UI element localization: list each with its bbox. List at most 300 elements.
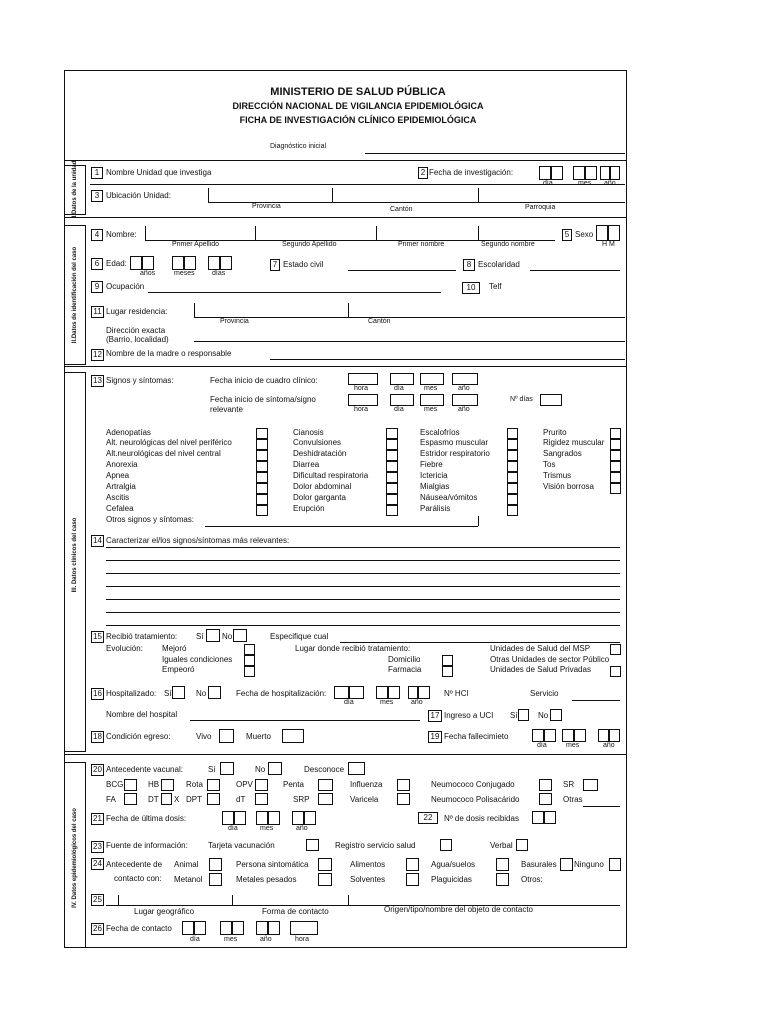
q9-line[interactable] xyxy=(148,292,441,293)
symptom-year-caption: año xyxy=(458,406,470,413)
contact-checkbox[interactable] xyxy=(209,858,222,871)
symptom-checkbox[interactable] xyxy=(507,472,518,483)
lastdose-day-caption: día xyxy=(228,825,238,832)
hosp-year-box-2[interactable] xyxy=(418,686,430,699)
q14-number: 14 xyxy=(91,535,104,547)
onset-day-caption: día xyxy=(394,385,404,392)
q18-label: Condición egreso: xyxy=(106,732,171,741)
q5-number: 5 xyxy=(562,229,572,241)
q16-hospital-line[interactable] xyxy=(190,720,420,721)
other-symptoms-line[interactable] xyxy=(205,526,478,527)
contact-checkbox[interactable] xyxy=(496,858,509,871)
contact-checkbox[interactable] xyxy=(318,873,332,886)
onset-day-box[interactable] xyxy=(390,373,414,385)
q14-line[interactable] xyxy=(106,612,620,613)
symptom-day-box[interactable] xyxy=(390,394,414,406)
q15-evolution-item: Mejoró xyxy=(162,644,187,653)
ndias-label: Nº días xyxy=(510,396,533,403)
hosp-month-box-2[interactable] xyxy=(388,686,400,699)
symptom-checkbox[interactable] xyxy=(386,461,398,472)
q4-ap2-caption: Segundo Apellido xyxy=(282,241,337,248)
symptom-col1-item: Cefalea xyxy=(106,504,134,513)
initial-diagnosis-label: Diagnóstico inicial xyxy=(270,143,327,150)
symptom-checkbox[interactable] xyxy=(507,428,518,439)
other-symptoms-end xyxy=(478,516,479,526)
q2-month-caption: mes xyxy=(578,180,592,187)
q5-label: Sexo xyxy=(575,230,594,239)
symptom-col2-item: Dificultad respiratoria xyxy=(293,471,369,480)
hosp-day-box-2[interactable] xyxy=(349,686,364,699)
symptom-checkbox[interactable] xyxy=(610,483,621,494)
q6-meses-caption: meses xyxy=(174,270,195,277)
doses-box-2[interactable] xyxy=(544,811,556,824)
contact-checkbox[interactable] xyxy=(560,858,573,871)
q14-line[interactable] xyxy=(106,573,620,574)
q16-service-label: Servicio xyxy=(530,689,559,698)
vaccine-label: Influenza xyxy=(350,780,383,789)
symptom-col3-item: Espasmo muscular xyxy=(420,438,489,447)
hosp-year-caption: año xyxy=(411,699,423,706)
vaccine-checkbox[interactable] xyxy=(318,793,333,805)
q14-line[interactable] xyxy=(106,625,620,626)
symptom-hour-box[interactable] xyxy=(348,394,378,406)
q4-divider-4 xyxy=(478,226,479,240)
symptom-checkbox[interactable] xyxy=(256,472,268,483)
symptom-checkbox[interactable] xyxy=(386,428,398,439)
vaccine-label: SR xyxy=(563,780,575,789)
source-registry-box[interactable] xyxy=(440,839,452,851)
q7-number: 7 xyxy=(270,259,280,271)
symptom-checkbox[interactable] xyxy=(256,483,268,494)
symptom-checkbox[interactable] xyxy=(256,450,268,461)
vaccine-checkbox[interactable] xyxy=(207,779,220,791)
symptom-col4-item: Visión borrosa xyxy=(543,482,594,491)
death-year-box-2[interactable] xyxy=(609,729,620,742)
source-verbal-box[interactable] xyxy=(516,839,528,851)
q4-ap1-caption: Primer Apellido xyxy=(172,241,220,248)
vaccine-checkbox[interactable] xyxy=(255,793,268,805)
q14-label: Caracterizar el/los signos/síntomas más relevantes: xyxy=(106,536,290,545)
q18-vivo-label: Vivo xyxy=(196,732,212,741)
q2-day-caption: día xyxy=(543,180,553,187)
q25-divider-2 xyxy=(232,895,233,905)
unit-checkbox[interactable] xyxy=(610,666,621,677)
q12-label: Nombre de la madre o responsable xyxy=(106,349,232,358)
q24-number: 24 xyxy=(91,858,104,870)
q4-n2-caption: Segundo nombre xyxy=(481,241,535,248)
symptom-col4-item: Trismus xyxy=(543,471,572,480)
vaccine-label: Neumococo Conjugado xyxy=(431,780,515,789)
age-days-box-1[interactable] xyxy=(208,256,220,270)
q21-number: 21 xyxy=(91,813,104,825)
symptom-checkbox[interactable] xyxy=(507,483,518,494)
q17-no-label: No xyxy=(538,711,549,720)
q15-unit-item: Unidades de Salud Privadas xyxy=(490,665,591,674)
symptom-checkbox[interactable] xyxy=(256,439,268,450)
q13-symptom-onset-label-1: Fecha inicio de síntoma/signo xyxy=(210,395,316,404)
header-divider xyxy=(64,160,627,161)
q2-year-box-1[interactable] xyxy=(600,166,610,180)
symptom-col2-item: Diarrea xyxy=(293,460,320,469)
symptom-checkbox[interactable] xyxy=(386,439,398,450)
contact-hour-caption: hora xyxy=(295,936,310,943)
direction-title: DIRECCIÓN NACIONAL DE VIGILANCIA EPIDEMIOLÓGICA xyxy=(232,101,484,111)
q17-si-label: Sí xyxy=(510,711,518,720)
q11-address-caption-1: Dirección exacta xyxy=(106,326,166,335)
q7-line[interactable] xyxy=(348,270,456,271)
onset-month-caption: mes xyxy=(424,385,438,392)
symptom-month-caption: mes xyxy=(424,406,438,413)
symptom-month-box[interactable] xyxy=(420,394,444,406)
q15-place-label: Lugar donde recibió tratamiento: xyxy=(295,644,411,653)
vaccine-checkbox[interactable] xyxy=(255,779,268,791)
q16-si-label: Sí xyxy=(164,689,172,698)
symptom-checkbox[interactable] xyxy=(507,450,518,461)
q16-hospital-label: Nombre del hospital xyxy=(106,710,178,719)
contact-year-caption: año xyxy=(260,936,272,943)
vaccine-label: DT xyxy=(148,795,159,804)
q23-registro-label: Registro servicio salud xyxy=(335,841,416,850)
q8-label: Escolaridad xyxy=(478,260,520,269)
age-years-box-2[interactable] xyxy=(142,256,154,270)
contact-month-caption: mes xyxy=(224,936,238,943)
q4-divider-1 xyxy=(145,226,146,240)
q3-canton-caption: Cantón xyxy=(390,206,413,213)
q25-number: 25 xyxy=(91,894,104,906)
q8-number: 8 xyxy=(463,259,475,271)
symptom-col4-item: Prurito xyxy=(543,428,567,437)
sex-h-box[interactable] xyxy=(596,225,608,241)
lastdose-year-box-2[interactable] xyxy=(304,811,316,825)
q25-origen-caption: Origen/tipo/nombre del objeto de contacto xyxy=(384,905,533,914)
q9-number: 9 xyxy=(91,281,103,293)
symptom-checkbox[interactable] xyxy=(507,494,518,505)
contact-checkbox[interactable] xyxy=(609,858,621,871)
alive-box[interactable] xyxy=(219,729,234,743)
q6-number: 6 xyxy=(91,258,103,270)
q11-provincia-caption: Provincia xyxy=(220,318,249,325)
symptom-col3-item: Mialgias xyxy=(420,482,450,491)
q4-divider-3 xyxy=(376,226,377,240)
age-days-box-2[interactable] xyxy=(220,256,232,270)
q1-label: Nombre Unidad que investiga xyxy=(106,168,212,177)
age-months-box-1[interactable] xyxy=(172,256,184,270)
q16-hcl-label: Nº HCl xyxy=(444,689,469,698)
evolution-checkbox[interactable] xyxy=(244,666,255,677)
q2-day-box-1[interactable] xyxy=(539,166,551,180)
symptom-day-caption: día xyxy=(394,406,404,413)
q1-number: 1 xyxy=(91,167,103,179)
onset-month-box[interactable] xyxy=(420,373,444,385)
onset-year-box[interactable] xyxy=(452,373,478,385)
symptom-checkbox[interactable] xyxy=(256,428,268,439)
symptom-checkbox[interactable] xyxy=(386,472,398,483)
symptom-col3-item: Estridor respiratorio xyxy=(420,449,490,458)
q1-line[interactable] xyxy=(90,184,625,185)
vaccine-checkbox[interactable] xyxy=(124,779,137,791)
q17-number: 17 xyxy=(428,710,442,722)
place-checkbox[interactable] xyxy=(442,666,453,677)
ndias-box[interactable] xyxy=(540,394,562,406)
symptom-col3-item: Ictericia xyxy=(420,471,448,480)
vaccine-label: DPT xyxy=(186,795,202,804)
symptom-col4-item: Tos xyxy=(543,460,556,469)
treatment-yes-box[interactable] xyxy=(206,629,220,642)
lastdose-day-box-1[interactable] xyxy=(222,811,234,825)
symptom-checkbox[interactable] xyxy=(507,461,518,472)
q11-divider-1 xyxy=(194,303,195,317)
contact-label: Plaguicidas xyxy=(431,875,472,884)
contact-label: Animal xyxy=(174,860,199,869)
vaccine-label: SRP xyxy=(293,795,310,804)
unit-checkbox[interactable] xyxy=(610,644,621,655)
q2-year-box-2[interactable] xyxy=(610,166,620,180)
symptom-checkbox[interactable] xyxy=(610,428,621,439)
q20-no-label: No xyxy=(255,765,266,774)
q23-verbal-label: Verbal xyxy=(490,841,513,850)
q11-address-line[interactable] xyxy=(194,341,625,342)
hosp-month-box-1[interactable] xyxy=(376,686,388,699)
contact-day-box-1[interactable] xyxy=(182,921,194,935)
symptom-checkbox[interactable] xyxy=(256,494,268,505)
q12-line[interactable] xyxy=(270,359,625,360)
q19-number: 19 xyxy=(428,731,442,743)
q18-muerto-label: Muerto xyxy=(246,732,271,741)
contact-checkbox[interactable] xyxy=(496,873,509,886)
hospitalized-yes-box[interactable] xyxy=(172,686,185,699)
lastdose-month-box-2[interactable] xyxy=(268,811,280,825)
q25-divider-3 xyxy=(348,895,349,905)
q24-label-1: Antecedente de xyxy=(106,860,163,869)
dead-box[interactable] xyxy=(282,729,304,743)
contact-checkbox[interactable] xyxy=(406,873,419,886)
q15-label: Recibió tratamiento: xyxy=(106,632,178,641)
symptom-year-box[interactable] xyxy=(452,394,478,406)
age-years-box-1[interactable] xyxy=(130,256,142,270)
q4-divider-2 xyxy=(255,226,256,240)
q15-specify-label: Especifique cual xyxy=(270,632,329,641)
contact-day-caption: día xyxy=(190,936,200,943)
vaccine-checkbox[interactable] xyxy=(161,779,174,791)
symptom-col1-item: Anorexia xyxy=(106,460,138,469)
vaccine-checkbox[interactable] xyxy=(161,793,172,805)
q26-number: 26 xyxy=(91,923,104,935)
q20-si-label: Sí xyxy=(208,765,216,774)
hospitalized-no-box[interactable] xyxy=(208,686,221,699)
vaccine-yes-box[interactable] xyxy=(220,762,234,775)
q11-canton-caption: Cantón xyxy=(368,318,391,325)
symptom-col3-item: Náusea/vómitos xyxy=(420,493,478,502)
q22-number: 22 xyxy=(418,812,438,824)
contact-hour-box[interactable] xyxy=(290,921,318,935)
q10-label: Telf xyxy=(489,282,502,291)
symptom-col4-item: Sangrados xyxy=(543,449,582,458)
contact-day-box-2[interactable] xyxy=(194,921,206,935)
vaccine-checkbox[interactable] xyxy=(318,779,333,791)
uci-no-box[interactable] xyxy=(550,709,562,721)
other-symptoms-label: Otros signos y síntomas: xyxy=(106,515,195,524)
lastdose-month-box-1[interactable] xyxy=(256,811,268,825)
q20-desconoce-label: Desconoce xyxy=(304,765,345,774)
vaccine-label: Varicela xyxy=(350,795,379,804)
symptom-checkbox[interactable] xyxy=(386,450,398,461)
q11-divider-2 xyxy=(348,303,349,317)
symptom-col1-item: Ascitis xyxy=(106,493,130,502)
q15-no-label: No xyxy=(222,632,233,641)
contact-year-box-2[interactable] xyxy=(268,921,280,935)
contact-month-box-1[interactable] xyxy=(220,921,232,935)
death-day-box-2[interactable] xyxy=(544,729,556,742)
q6-label: Edad: xyxy=(106,259,127,268)
contact-year-box-1[interactable] xyxy=(256,921,268,935)
treatment-no-box[interactable] xyxy=(233,629,247,642)
symptom-col2-item: Deshidratación xyxy=(293,449,347,458)
death-day-box-1[interactable] xyxy=(532,729,544,742)
symptom-checkbox[interactable] xyxy=(507,439,518,450)
q15-unit-item: Otras Unidades de sector Público xyxy=(490,655,610,664)
uci-yes-box[interactable] xyxy=(518,709,529,721)
lastdose-month-caption: mes xyxy=(260,825,274,832)
contact-checkbox[interactable] xyxy=(318,858,332,871)
q2-day-box-2[interactable] xyxy=(551,166,563,180)
initial-diagnosis-line[interactable] xyxy=(365,153,625,154)
symptom-checkbox[interactable] xyxy=(256,461,268,472)
contact-label: Persona sintomática xyxy=(236,860,309,869)
q8-line[interactable] xyxy=(530,270,620,271)
q3-divider-1 xyxy=(208,188,209,202)
vaccine-label: dT xyxy=(236,795,246,804)
q13-onset-label: Fecha inicio de cuadro clínico: xyxy=(210,376,318,385)
q5-hm-caption: H M xyxy=(602,241,615,248)
q15-specify-line[interactable] xyxy=(340,642,620,643)
vaccine-checkbox[interactable] xyxy=(207,793,220,805)
section-3-label: III. Datos clínicos del caso xyxy=(72,517,78,593)
q15-place-item: Farmacia xyxy=(388,665,422,674)
vaccine-unknown-box[interactable] xyxy=(348,762,365,775)
symptom-col2-item: Dolor abdominal xyxy=(293,482,352,491)
q16-label: Hospitalizado: xyxy=(106,689,157,698)
q14-line[interactable] xyxy=(106,586,620,587)
hosp-day-box-1[interactable] xyxy=(334,686,349,699)
q15-number: 15 xyxy=(91,631,104,643)
q13-number: 13 xyxy=(91,375,104,387)
symptom-col1-item: Adenopatías xyxy=(106,428,151,437)
symptom-checkbox[interactable] xyxy=(610,450,621,461)
q14-line[interactable] xyxy=(106,599,620,600)
q21-label: Fecha de última dosis: xyxy=(106,814,187,823)
symptom-checkbox[interactable] xyxy=(610,472,621,483)
q2-month-box-2[interactable] xyxy=(585,166,597,180)
q3-divider-2 xyxy=(332,188,333,202)
q6-anos-caption: años xyxy=(140,270,156,277)
death-year-box-1[interactable] xyxy=(598,729,609,742)
q3-number: 3 xyxy=(91,190,103,202)
q23-label: Fuente de información: xyxy=(106,841,188,850)
q14-line[interactable] xyxy=(106,547,620,548)
vaccine-checkbox[interactable] xyxy=(397,779,410,791)
lastdose-year-caption: año xyxy=(296,825,308,832)
vaccine-label: Penta xyxy=(283,780,304,789)
vaccine-checkbox[interactable] xyxy=(539,793,552,805)
q2-month-box-1[interactable] xyxy=(573,166,585,180)
q13-symptom-onset-label-2: relevante xyxy=(210,405,243,414)
q25-divider-1 xyxy=(118,895,119,905)
q25-line[interactable] xyxy=(106,905,620,906)
q18-number: 18 xyxy=(91,731,104,743)
q11-line[interactable] xyxy=(194,317,625,318)
q3-divider-3 xyxy=(478,188,479,202)
section-4-label: IV. Datos epidemiológicos del caso xyxy=(72,808,78,908)
contact-checkbox[interactable] xyxy=(209,873,222,886)
symptom-checkbox[interactable] xyxy=(610,439,621,450)
vaccine-label: X xyxy=(174,795,180,804)
symptom-checkbox[interactable] xyxy=(507,505,518,516)
q15-evolution-item: Iguales condiciones xyxy=(162,655,233,664)
onset-hour-box[interactable] xyxy=(348,373,378,385)
vaccine-checkbox[interactable] xyxy=(539,779,552,791)
vaccine-label: Rota xyxy=(186,780,203,789)
q15-place-item: Domicilio xyxy=(388,655,421,664)
q14-line[interactable] xyxy=(106,560,620,561)
q15-evolution-label: Evolución: xyxy=(106,644,143,653)
symptom-col2-item: Cianosis xyxy=(293,428,324,437)
symptom-checkbox[interactable] xyxy=(610,461,621,472)
form-title: FICHA DE INVESTIGACIÓN CLÍNICO EPIDEMIOLÓGICA xyxy=(239,115,477,125)
other-vaccine-line[interactable] xyxy=(583,806,620,807)
vaccine-checkbox[interactable] xyxy=(397,793,410,805)
section-2-label: II.Datos de identificación del caso xyxy=(72,246,78,344)
contact-checkbox[interactable] xyxy=(406,858,419,871)
death-day-caption: día xyxy=(537,742,547,749)
sex-m-box[interactable] xyxy=(608,225,620,241)
q19-label: Fecha fallecimieto xyxy=(444,732,509,741)
doses-box-1[interactable] xyxy=(532,811,544,824)
evolution-checkbox[interactable] xyxy=(244,644,255,655)
vaccine-no-box[interactable] xyxy=(268,762,282,775)
section-1-bottom xyxy=(64,217,627,218)
symptom-checkbox[interactable] xyxy=(386,505,398,516)
symptom-checkbox[interactable] xyxy=(256,505,268,516)
symptom-col1-item: Artralgia xyxy=(106,482,136,491)
q24-label-2: contacto con: xyxy=(114,874,162,883)
lastdose-day-box-2[interactable] xyxy=(234,811,246,825)
source-card-box[interactable] xyxy=(306,839,319,851)
symptom-col3-item: Parálisis xyxy=(420,504,451,513)
vaccine-label: OPV xyxy=(236,780,253,789)
q16-service-line[interactable] xyxy=(572,700,620,701)
vaccine-checkbox[interactable] xyxy=(124,793,137,805)
evolution-checkbox[interactable] xyxy=(244,655,255,666)
contact-month-box-2[interactable] xyxy=(232,921,244,935)
place-checkbox[interactable] xyxy=(442,655,453,666)
q4-label: Nombre: xyxy=(106,230,137,239)
death-month-box-1[interactable] xyxy=(562,729,574,742)
death-month-box-2[interactable] xyxy=(574,729,586,742)
symptom-col1-item: Apnea xyxy=(106,471,130,480)
lastdose-year-box-1[interactable] xyxy=(292,811,304,825)
q4-n1-caption: Primer nombre xyxy=(398,241,445,248)
q20-label: Antecedente vacunal: xyxy=(106,765,183,774)
hosp-year-box-1[interactable] xyxy=(408,686,418,699)
q26-label: Fecha de contacto xyxy=(106,924,172,933)
vaccine-checkbox[interactable] xyxy=(583,779,598,791)
contact-label: Alimentos xyxy=(350,860,386,869)
vaccine-label: Otras xyxy=(563,795,583,804)
age-months-box-2[interactable] xyxy=(184,256,196,270)
symptom-checkbox[interactable] xyxy=(386,494,398,505)
symptom-checkbox[interactable] xyxy=(386,483,398,494)
q2-label: Fecha de investigación: xyxy=(429,168,514,177)
